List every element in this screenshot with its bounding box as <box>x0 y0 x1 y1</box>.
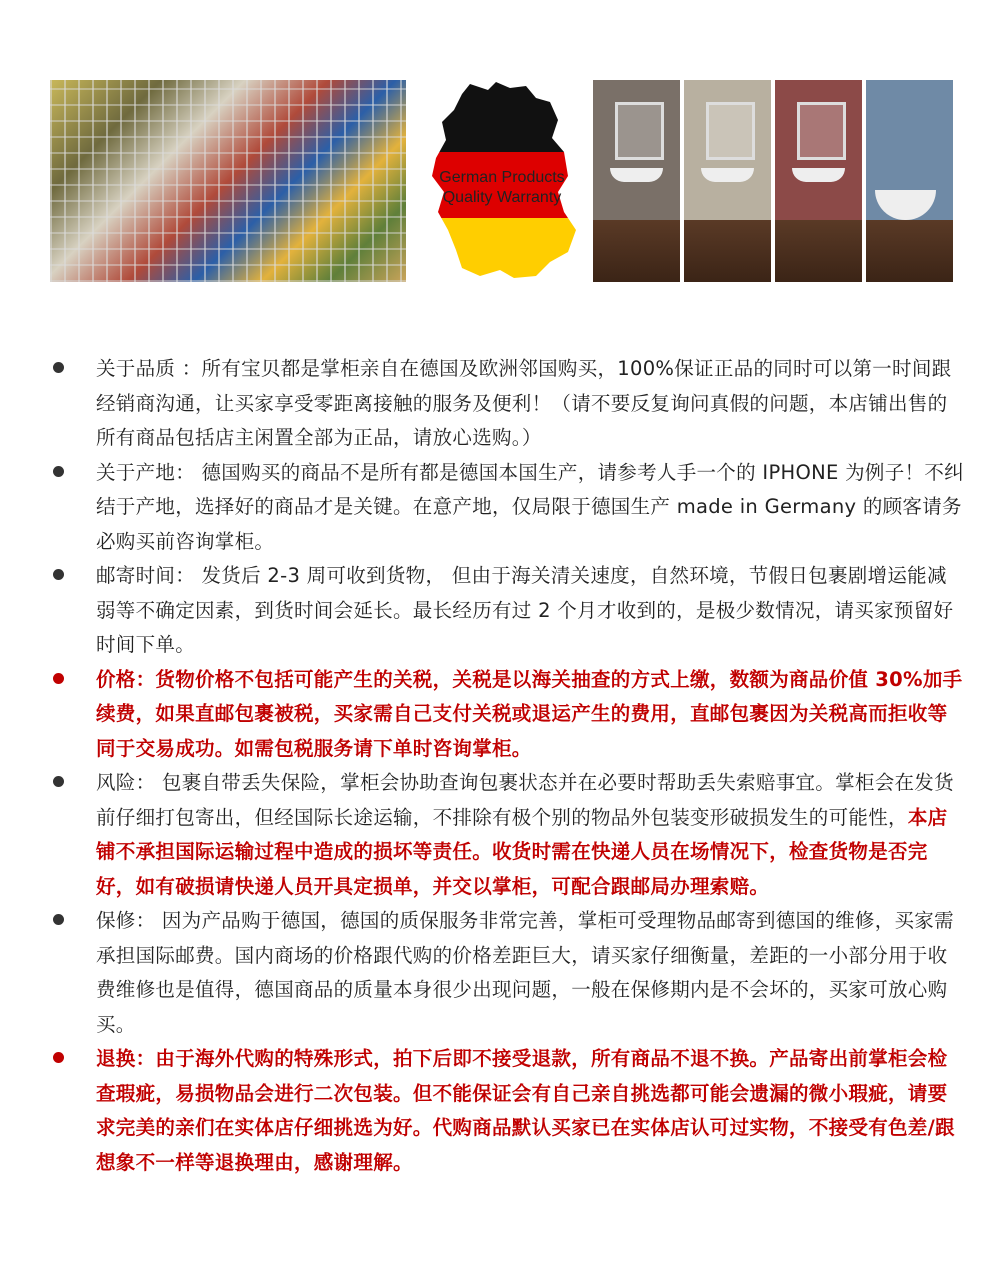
list-item-risk <box>50 766 965 904</box>
list-item-price <box>50 663 965 767</box>
bathroom-photo-strip <box>593 80 953 282</box>
room-panel <box>866 80 953 282</box>
bullet <box>50 359 68 377</box>
room-panel <box>775 80 862 282</box>
shopping-cart-photo <box>50 80 406 282</box>
room-panel <box>684 80 771 282</box>
logo-line-2: Quality Warranty <box>442 189 562 206</box>
bullet <box>50 1049 68 1067</box>
list-item-shipping-time <box>50 559 965 663</box>
bullet <box>50 911 68 929</box>
room-panel <box>593 80 680 282</box>
item-text-normal: 风险： 包裹自带丢失保险，掌柜会协助查询包裹状态并在必要时帮助丢失索赔事宜。掌柜会在发货前仔细打包寄出，但经国际长途运输，不排除有极个别的物品外包装变形破损发生的可能性， <box>96 771 954 829</box>
germany-flag-map <box>418 80 586 282</box>
item-text: 保修： 因为产品购于德国，德国的质保服务非常完善，掌柜可受理物品邮寄到德国的维修，买家需承担国际邮费。国内商场的价格跟代购的价格差距巨大，请买家仔细衡量，差距的一小部分用于收费维修也是值得，德国商品的质量本身很少出现问题，一般在保修期内是不会坏的，买家可放心购买。 <box>96 909 954 1036</box>
bullet <box>50 463 68 481</box>
bullet <box>50 773 68 791</box>
item-text: 退换：由于海外代购的特殊形式，拍下后即不接受退款，所有商品不退不换。产品寄出前掌柜会检查瑕疵，易损物品会进行二次包装。但不能保证会有自己亲自挑选都可能会遗漏的微小瑕疵，请要求完美的亲们在实体店仔细挑选为好。代购商品默认买家已在实体店认可过实物，不接受有色差/跟想象不一样等退换理由，感谢理解。 <box>96 1047 955 1174</box>
logo-line-1: German Products <box>439 169 565 186</box>
item-text-highlight: 本店铺不承担国际运输过程中造成的损坏等责任。收货时需在快递人员在场情况下，检查货物是否完好，如有破损请快递人员开具定损单，并交以掌柜，可配合跟邮局办理索赔。 <box>96 805 948 898</box>
list-item-origin <box>50 456 965 560</box>
policy-list <box>50 352 965 1180</box>
bullet <box>50 566 68 584</box>
list-item-quality <box>50 352 965 456</box>
item-text: 邮寄时间： 发货后 2-3 周可收到货物， 但由于海关清关速度，自然环境，节假日包裹剧增运能减弱等不确定因素，到货时间会延长。最长经历有过 2 个月才收到的，是极少数情况，请买家预留好时间下单。 <box>96 564 954 656</box>
item-text: 关于产地： 德国购买的商品不是所有都是德国本国生产，请参考人手一个的 IPHONE 为例子！不纠结于产地，选择好的商品才是关键。在意产地，仅局限于德国生产 made in Germany 的顾客请务必购买前咨询掌柜。 <box>96 460 964 553</box>
item-text <box>96 766 965 904</box>
list-item-returns <box>50 1042 965 1180</box>
item-text: 关于品质 ：所有宝贝都是掌柜亲自在德国及欧洲邻国购买，100%保证正品的同时可以第一时间跟经销商沟通，让买家享受零距离接触的服务及便利！（请不要反复询问真假的问题，本店铺出售的所有商品包括店主闲置全部为正品，请放心选购。） <box>96 357 952 449</box>
item-text: 价格：货物价格不包括可能产生的关税，关税是以海关抽查的方式上缴，数额为商品价值 30%加手续费，如果直邮包裹被税，买家需自己支付关税或退运产生的费用，直邮包裹因为关税高而拒收等同于交易成功。如需包税服务请下单时咨询掌柜。 <box>96 667 963 760</box>
bullet <box>50 670 68 688</box>
list-item-warranty <box>50 904 965 1042</box>
